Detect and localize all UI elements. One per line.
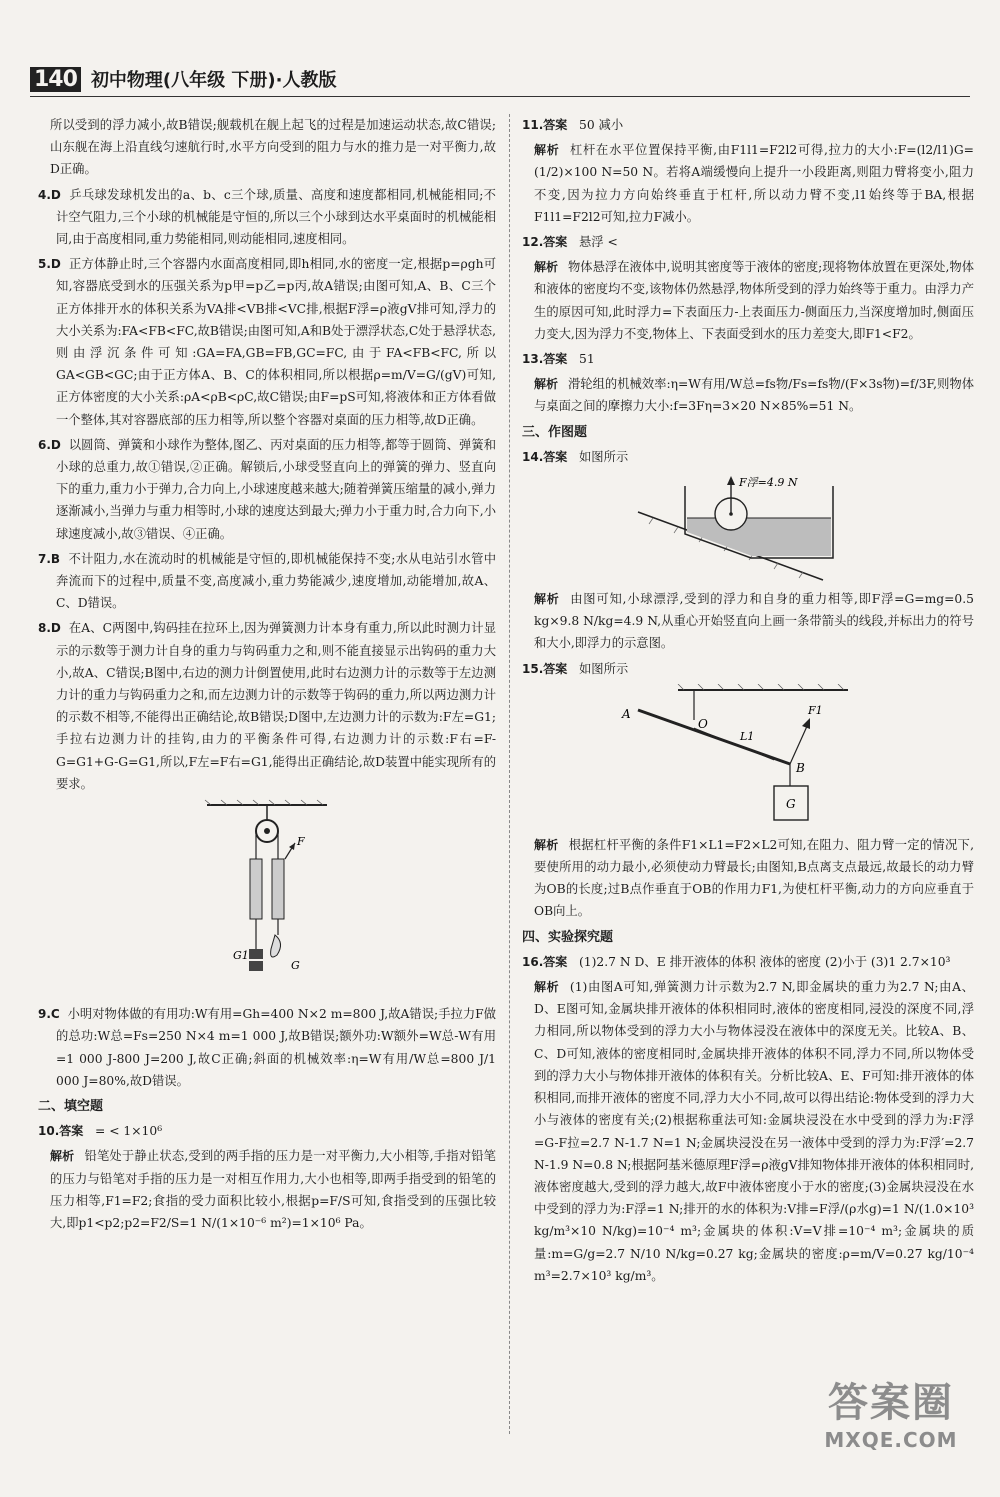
column-divider xyxy=(509,114,510,1434)
question-12-analysis xyxy=(522,256,974,345)
question-6 xyxy=(38,434,496,545)
analysis-text: 杠杆在水平位置保持平衡,由F1l1=F2l2可得,拉力的大小:F=(l2/l1)G=(1/2)×100 N=50 N。若将A端缓慢向上提升一小段距离,则阻力臂将变小,阻力不变,因为拉力方向始终垂直于杠杆,所以动力臂不变,l1始终等于BA,根据F1l1=F2l2可知,拉力F减小。 xyxy=(534,143,974,224)
question-11-answer xyxy=(522,114,974,136)
question-4 xyxy=(38,184,496,251)
answer-text: = < 1×10⁶ xyxy=(95,1124,163,1139)
analysis-tag: 解析 xyxy=(534,260,559,275)
answer-text: (1)2.7 N D、E 排开液体的体积 液体的密度 (2)小于 (3)1 2.7×10³ xyxy=(579,954,951,969)
analysis-text: 由图可知,小球漂浮,受到的浮力和自身的重力相等,即F浮=G=mg=0.5 kg×9.8 N/kg=4.9 N,从重心开始竖直向上画一条带箭头的线段,并标出力的符号和大小,即浮力的示意图。 xyxy=(534,592,974,651)
analysis-text: 根据杠杆平衡的条件F1×L1=F2×L2可知,在阻力、阻力臂一定的情况下,要使所用的动力最小,必须使动力臂最长;由图知,B点离支点最远,故最长的动力臂为OB的长度;过B点作垂直于OB的作用力F1,为使杠杆平衡,动力的方向应垂直于OB向上。 xyxy=(534,837,974,919)
arm-l1-label: L1 xyxy=(740,729,755,743)
question-14-answer xyxy=(522,446,974,468)
book-title: 初中物理(八年级 下册)·人教版 xyxy=(90,70,337,91)
question-number: 14.答案 xyxy=(522,449,568,464)
analysis-text: 滑轮组的机械效率:η=W有用/W总=fs物/Fs=fs物/(F×3s物)=f/3F,则物体与桌面之间的摩擦力大小:f=3Fη=3×20 N×85%=51 N。 xyxy=(534,377,974,414)
question-number: 12.答案 xyxy=(522,235,568,250)
section-fill-in: 二、填空题 xyxy=(38,1098,104,1114)
question-11-analysis xyxy=(522,139,974,228)
question-number: 16.答案 xyxy=(522,954,568,969)
question-10-analysis xyxy=(38,1145,496,1234)
point-a-label: A xyxy=(622,706,631,721)
watermark-url: MXQE.COM xyxy=(824,1428,958,1452)
analysis-text: 物体悬浮在液体中,说明其密度等于液体的密度;现将物体放置在更深处,物体和液体的密度均不变,该物体仍然悬浮,物体所受到的浮力始终等于重力。由浮力产生的原因可知,此时浮力=下表面压力-上表面压力-侧面压力,当深度增加时,侧面压力变大,因为浮力不变,物体上、下表面受到水的压力差变大,即F1<F2。 xyxy=(534,260,974,341)
question-text: 小明对物体做的有用功:W有用=Gh=400 N×2 m=800 J,故A错误;手拉力F做的总功:W总=Fs=250 N×4 m=1 000 J,故B错误;额外功:W额外=W总-W有用=1 000 J-800 J=200 J,故C正确;斜面的机械效率:η=W有用/W总=800 J/1 000 J=80%,故D错误。 xyxy=(56,1007,496,1088)
question-text: 不计阻力,水在流动时的机械能是守恒的,即机械能保持不变;水从电站引水管中奔流而下的过程中,质量不变,高度减小,重力势能减少,速度增加,动能增加,故A、C、D错误。 xyxy=(56,551,496,611)
left-column xyxy=(38,114,496,1237)
force-f-label: F xyxy=(297,835,305,849)
point-b-label: B xyxy=(796,760,805,775)
question-13-analysis xyxy=(522,373,974,417)
question-number: 11.答案 xyxy=(522,118,568,132)
lever-figure xyxy=(618,684,878,830)
question-5 xyxy=(38,253,496,431)
analysis-text: 铅笔处于静止状态,受到的两手指的压力是一对平衡力,大小相等,手指对铅笔的压力与铅笔对手指的压力是一对相互作用力,大小也相等,即两手指受到的铅笔的压力相等,F1=F2;食指的受力面积比较小,根据p=F/S可知,食指受到的压强比较大,即p1<p2;p2=F2/S=1 N/(1×10⁻⁶ m²)=1×10⁶ Pa。 xyxy=(50,1149,496,1230)
question-8 xyxy=(38,617,496,795)
spring-scale-figure xyxy=(197,799,337,999)
question-16-answer xyxy=(522,951,974,973)
analysis-tag: 解析 xyxy=(534,377,559,392)
watermark xyxy=(816,1371,966,1461)
analysis-tag: 解析 xyxy=(534,837,559,852)
continued-text: 所以受到的浮力减小,故B错误;舰载机在舰上起飞的过程是加速运动状态,故C错误;山东舰在海上沿直线匀速航行时,水平方向受到的阻力与水的推力是一对平衡力,故D正确。 xyxy=(50,118,496,177)
question-number: 9.C xyxy=(38,1007,60,1022)
question-14-analysis xyxy=(522,588,974,655)
question-number: 8.D xyxy=(38,621,61,636)
answer-text: 51 xyxy=(579,352,595,367)
question-12-answer xyxy=(522,231,974,253)
question-15-answer xyxy=(522,658,974,680)
force-f1-label: F1 xyxy=(808,703,823,717)
question-text: 在A、C两图中,钩码挂在拉环上,因为弹簧测力计本身有重力,所以此时测力计显示的示数等于测力计自身的重力与钩码重力之和,则不能直接显示出钩码的重力大小,故A、C错误;B图中,右边的测力计倒置使用,此时右边测力计的示数等于左边测力计的重力与钩码重力之和,而左边测力计的示数等于钩码的重力,所以两边测力计的示数不相等,不能得出正确结论,故B错误;D图中,左边测力计的示数为:F左=G1;手拉右边测力计的挂钩,由力的平衡条件可得,右边测力计的示数:F右=F-G=G1+G-G=G1,所以,F左=F右=G1,能得出正确结论,故D装置中能实现所有的要求。 xyxy=(56,621,496,791)
page-header xyxy=(30,62,970,97)
watermark-logo: 答案圈 xyxy=(828,1380,954,1426)
analysis-tag: 解析 xyxy=(534,143,560,158)
question-number: 13.答案 xyxy=(522,352,568,367)
question-number: 6.D xyxy=(38,437,61,452)
answer-text: 如图所示 xyxy=(579,661,629,676)
question-15-analysis xyxy=(522,834,974,923)
g1-label: G1 xyxy=(233,949,249,963)
question-7 xyxy=(38,548,496,615)
question-text: 正方体静止时,三个容器内水面高度相同,即h相同,水的密度一定,根据p=ρgh可知,容器底受到水的压强关系为p甲=p乙=p丙,故A错误;由图可知,A、B、C三个正方体排开水的体积关系为VA排<VB排<VC排,根据F浮=ρ液gV排可知,浮力的大小关系为:FA<FB<FC,故B错误;由图可知,A和B处于漂浮状态,C处于悬浮状态,则由浮沉条件可知:GA=FA,GB=FB,GC=FC,由于FA<FB<FC,所以GA<GB<GC;由于正方体A、B、C的体积相同,所以根据ρ=m/V=G/(gV)可知,正方体密度的大小关系:ρA<ρB<ρC,故C错误;由F=pS可知,将液体和正方体看做一个整体,其对容器底部的压力相等,所以整个容器对桌面的压力相等,故D正确。 xyxy=(56,257,496,427)
pivot-o-label: O xyxy=(698,716,708,731)
answer-text: 50 减小 xyxy=(579,118,624,132)
answer-text: 悬浮 < xyxy=(579,235,618,250)
question-text: 以圆筒、弹簧和小球作为整体,图乙、丙对桌面的压力相等,都等于圆筒、弹簧和小球的总重力,故①错误,②正确。解锁后,小球受竖直向上的弹簧的弹力、竖直向下的重力,重力小于弹力,合力向上,小球速度越来越大;随着弹簧压缩量的减小,弹力逐渐减小,当弹力与重力相等时,小球的速度达到最大;弹力小于重力时,合力向下,小球速度减小,故③错误、④正确。 xyxy=(56,437,496,541)
question-13-answer xyxy=(522,348,974,370)
question-text: 乒乓球发球机发出的a、b、c三个球,质量、高度和速度都相同,机械能相同;不计空气阻力,三个小球的机械能是守恒的,所以三个小球到达水平桌面时的机械能相同,由于高度相同,重力势能相同,则动能相同,速度相同。 xyxy=(56,187,496,247)
section-experiment: 四、实验探究题 xyxy=(522,929,614,945)
question-number: 7.B xyxy=(38,551,61,566)
analysis-tag: 解析 xyxy=(50,1149,75,1164)
analysis-tag: 解析 xyxy=(534,980,560,995)
floating-ball-figure xyxy=(633,472,863,584)
section-drawing: 三、作图题 xyxy=(522,424,588,440)
question-16-analysis xyxy=(522,976,974,1287)
weight-g-label: G xyxy=(786,796,796,811)
question-number: 4.D xyxy=(38,187,61,202)
g-label: G xyxy=(291,959,300,973)
analysis-tag: 解析 xyxy=(534,592,560,607)
question-number: 15.答案 xyxy=(522,661,568,676)
question-number: 10.答案 xyxy=(38,1124,84,1139)
buoyancy-label: F浮=4.9 N xyxy=(739,476,798,490)
answer-text: 如图所示 xyxy=(579,449,629,464)
question-10-answer xyxy=(38,1120,496,1142)
question-9 xyxy=(38,1003,496,1092)
right-column xyxy=(522,114,974,1290)
page-number: 140 xyxy=(30,67,81,92)
question-number: 5.D xyxy=(38,257,61,272)
analysis-text: (1)由图A可知,弹簧测力计示数为2.7 N,即金属块的重力为2.7 N;由A、D、E图可知,金属块排开液体的体积相同时,液体的密度相同,浸没的深度不同,浮力相同,所以物体受到的浮力大小与物体浸没在液体中的深度无关。比较A、B、C、D可知,液体的密度相同时,金属块排开液体的体积不同,浮力不同,所以物体受到的浮力大小与物体排开液体的体积有关。分析比较A、E、F可知:排开液体的体积相同,而排开液体的密度不同,浮力大小不同,故可以得出结论:物体受到的浮力大小与液体的密度有关;(2)根据称重法可知:金属块浸没在水中受到的浮力为:F浮=G-F拉=2.7 N-1.7 N=1 N;金属块浸没在另一液体中受到的浮力为:F浮′=2.7 N-1.9 N=0.8 N;根据阿基米德原理F浮=ρ液gV排知物体排开液体的体积相同时,液体密度越大,受到的浮力越大,故F中液体密度小于水的密度;(3)金属块浸没在水中受到的浮力为:F浮=1 N;排开的水的体积为:V排=F浮/(ρ水g)=1 N/(1.0×10³ kg/m³×10 N/kg)=10⁻⁴ m³;金属块的体积:V=V排=10⁻⁴ m³;金属块的质量:m=G/g=2.7 N/10 N/kg=0.27 kg;金属块的密度:ρ=m/V=0.27 kg/10⁻⁴ m³=2.7×10³ kg/m³。 xyxy=(534,980,974,1283)
